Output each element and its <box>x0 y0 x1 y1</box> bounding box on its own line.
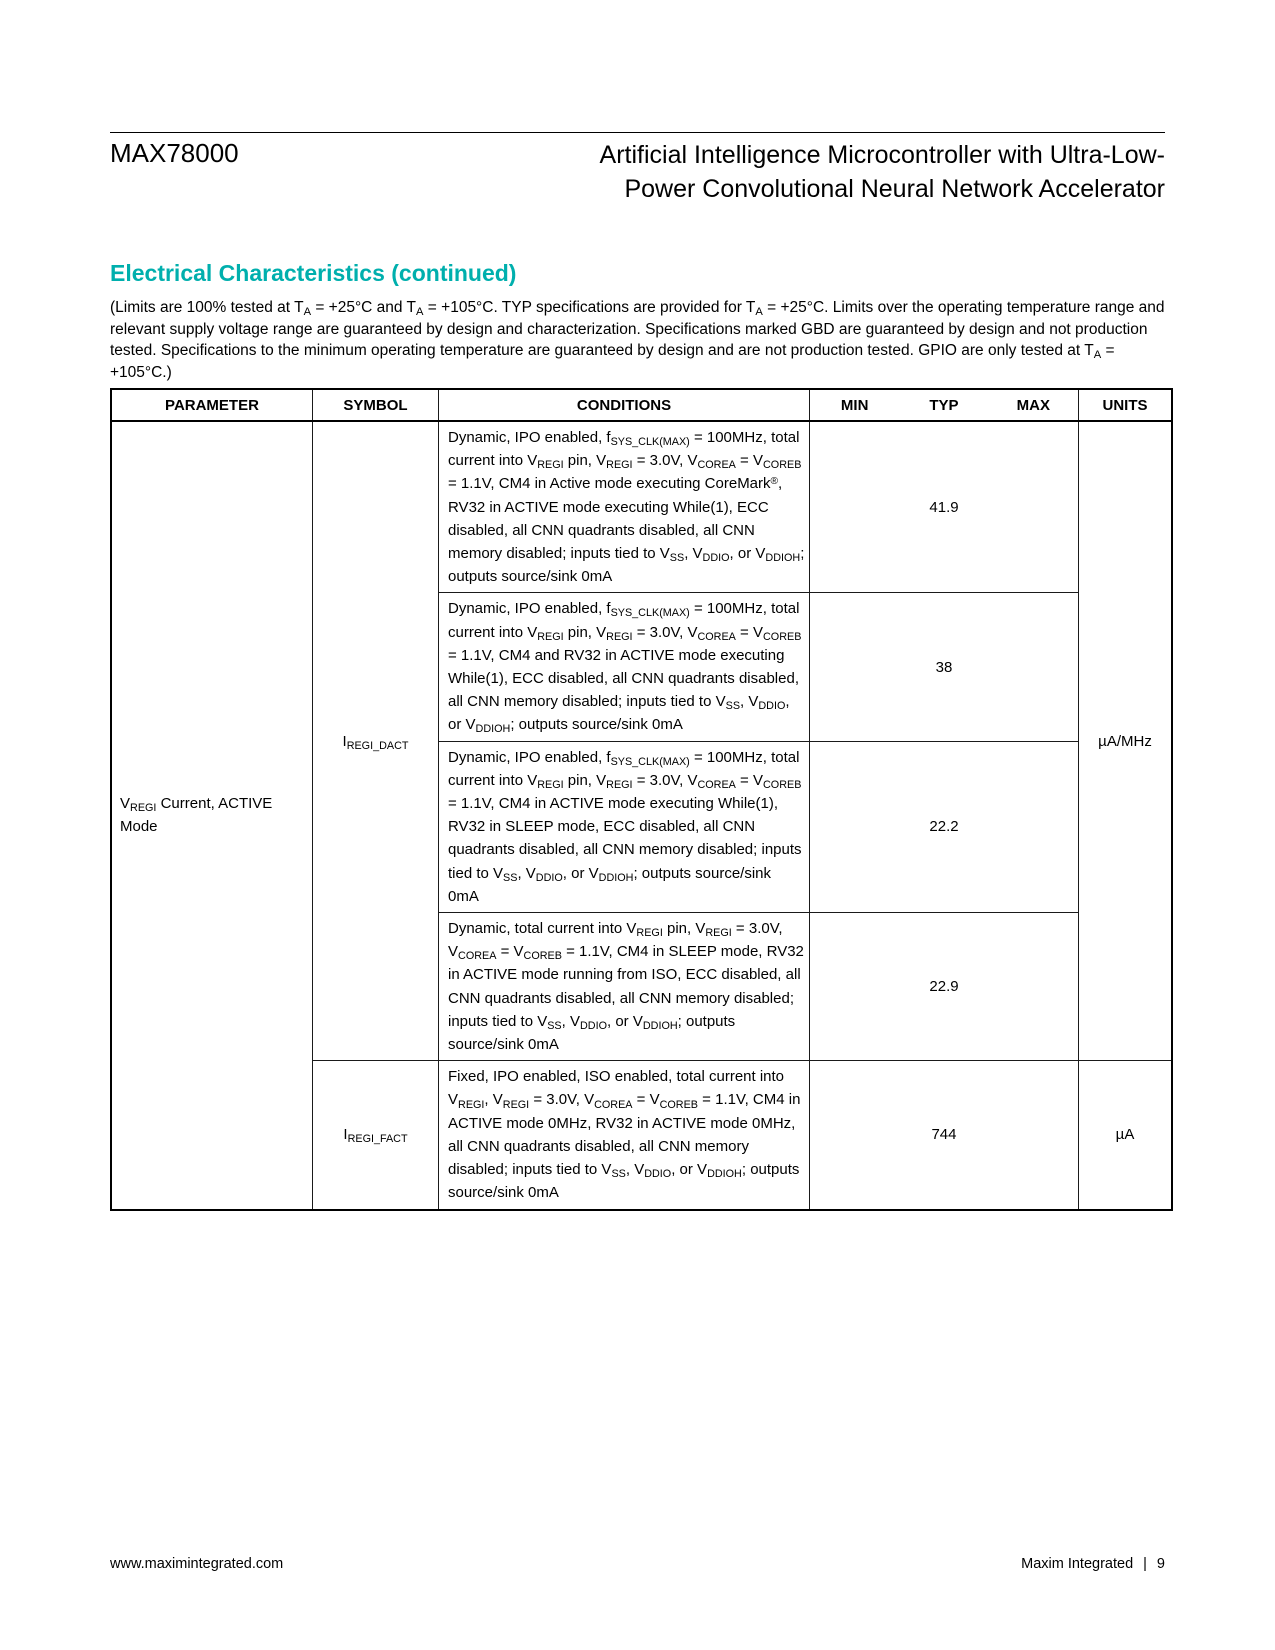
table-header-row <box>111 389 1172 421</box>
min-value-4 <box>810 978 899 995</box>
condition-cell-2: Dynamic, IPO enabled, $f_{SYS\_CLK(MAX)} = 100MHz$, total current into $V_{REGI}$ pin, $V_{REGI} = 3.0V$, $V_{COREA} = V_{COREB} = 1.1V$, CM4 and RV32 in ACTIVE mode executing While(1), ECC disabled, all CNN quadrants disabled, all CNN memory disabled; inputs tied to $V_{SS}$, $V_{DDIO}$, or $V_{DDIOH}$; outputs source/sink 0mA <box>439 593 810 741</box>
condition-cell-5: Fixed, IPO enabled, ISO enabled, total current into $V_{REGI}$, $V_{REGI} = 3.0V$, $V_{COREA} = V_{COREB} = 1.1V$, CM4 in ACTIVE mode 0MHz, RV32 in ACTIVE mode 0MHz, all CNN quadrants disabled, all CNN memory disabled; inputs tied to $V_{SS}$, $V_{DDIO}$, or $V_{DDIOH}$; outputs source/sink 0mA <box>439 1061 810 1210</box>
part-number: MAX78000 <box>110 138 239 168</box>
typ-value-2: 38 <box>935 658 953 676</box>
min-typ-max-cell-3 <box>810 741 1079 912</box>
min-value-5 <box>810 1126 899 1143</box>
min-typ-max-cell-1 <box>810 421 1079 593</box>
page-footer <box>110 1556 1165 1572</box>
max-value-1 <box>989 499 1078 516</box>
min-value-2 <box>810 659 899 676</box>
units-cell-dact: µA/MHz <box>1079 421 1173 1061</box>
header-min-typ-max <box>810 389 1079 421</box>
header-min: MIN <box>840 396 869 414</box>
min-value-3 <box>810 818 899 835</box>
header-typ: TYP <box>929 396 959 414</box>
electrical-characteristics-table <box>110 388 1173 1211</box>
table-row <box>111 421 1172 593</box>
max-value-5 <box>989 1126 1078 1143</box>
document-header <box>110 132 1165 206</box>
typ-value-4: 22.9 <box>929 978 959 996</box>
document-title-line1: Artificial Intelligence Microcontroller with Ultra-Low- <box>599 141 1165 169</box>
document-title-line2: Power Convolutional Neural Network Accelerator <box>624 175 1165 203</box>
intro-paragraph: (Limits are 100% tested at $T_A = +25^\circ C$ and $T_A = +105^\circ C$. TYP specifications are provided for $T_A = +25^\circ C$. Limits over the operating temperature range and relevant supply voltage range are guaranteed by design and characterization. Specifications marked GBD are guaranteed by design and not production tested. Specifications to the minimum operating temperature are guaranteed by design and are not production tested. GPIO are only tested at $T_A = +105^\circ C$.) <box>110 299 1165 381</box>
symbol-cell-iregi-fact: $I_{REGI\_FACT}$ <box>313 1061 439 1210</box>
typ-value-1: 41.9 <box>929 498 959 516</box>
header-symbol: SYMBOL <box>313 389 439 421</box>
header-conditions: CONDITIONS <box>439 389 810 421</box>
footer-page-number: 9 <box>1156 1556 1165 1572</box>
condition-cell-1: Dynamic, IPO enabled, $f_{SYS\_CLK(MAX)} = 100MHz$, total current into $V_{REGI}$ pin, $V_{REGI} = 3.0V$, $V_{COREA} = V_{COREB} = 1.1V$, CM4 in Active mode executing CoreMark®, RV32 in ACTIVE mode executing While(1), ECC disabled, all CNN quadrants disabled, all CNN memory disabled; inputs tied to $V_{SS}$, $V_{DDIO}$, or $V_{DDIOH}$; outputs source/sink 0mA <box>439 421 810 593</box>
footer-right <box>1021 1556 1165 1572</box>
parameter-cell: $V_{REGI}$ Current, ACTIVE Mode <box>111 421 313 1210</box>
footer-company: Maxim Integrated <box>1021 1556 1134 1572</box>
typ-value-5: 744 <box>931 1126 957 1144</box>
header-max: MAX <box>1016 396 1050 414</box>
header-parameter: PARAMETER <box>111 389 313 421</box>
footer-url: www.maximintegrated.com <box>110 1556 284 1572</box>
typ-value-3: 22.2 <box>929 818 959 836</box>
section-heading: Electrical Characteristics (continued) <box>110 260 517 286</box>
footer-separator: | <box>1143 1556 1147 1572</box>
max-value-4 <box>989 978 1078 995</box>
header-units: UNITS <box>1079 389 1173 421</box>
min-typ-max-cell-5 <box>810 1061 1079 1210</box>
min-typ-max-cell-4 <box>810 913 1079 1061</box>
condition-cell-3: Dynamic, IPO enabled, $f_{SYS\_CLK(MAX)} = 100MHz$, total current into $V_{REGI}$ pin, $V_{REGI} = 3.0V$, $V_{COREA} = V_{COREB} = 1.1V$, CM4 in ACTIVE mode executing While(1), RV32 in SLEEP mode, ECC disabled, all CNN quadrants disabled, all CNN memory disabled; inputs tied to $V_{SS}$, $V_{DDIO}$, or $V_{DDIOH}$; outputs source/sink 0mA <box>439 741 810 912</box>
condition-cell-4: Dynamic, total current into $V_{REGI}$ pin, $V_{REGI} = 3.0V$, $V_{COREA} = V_{COREB} = 1.1V$, CM4 in SLEEP mode, RV32 in ACTIVE mode running from ISO, ECC disabled, all CNN quadrants disabled, all CNN memory disabled; inputs tied to $V_{SS}$, $V_{DDIO}$, or $V_{DDIOH}$; outputs source/sink 0mA <box>439 913 810 1061</box>
min-value-1 <box>810 499 899 516</box>
units-cell-fact: µA <box>1079 1061 1173 1210</box>
max-value-3 <box>989 818 1078 835</box>
symbol-cell-iregi-dact: $I_{REGI\_DACT}$ <box>313 421 439 1061</box>
min-typ-max-cell-2 <box>810 593 1079 741</box>
document-title <box>600 138 1165 206</box>
max-value-2 <box>989 659 1078 676</box>
